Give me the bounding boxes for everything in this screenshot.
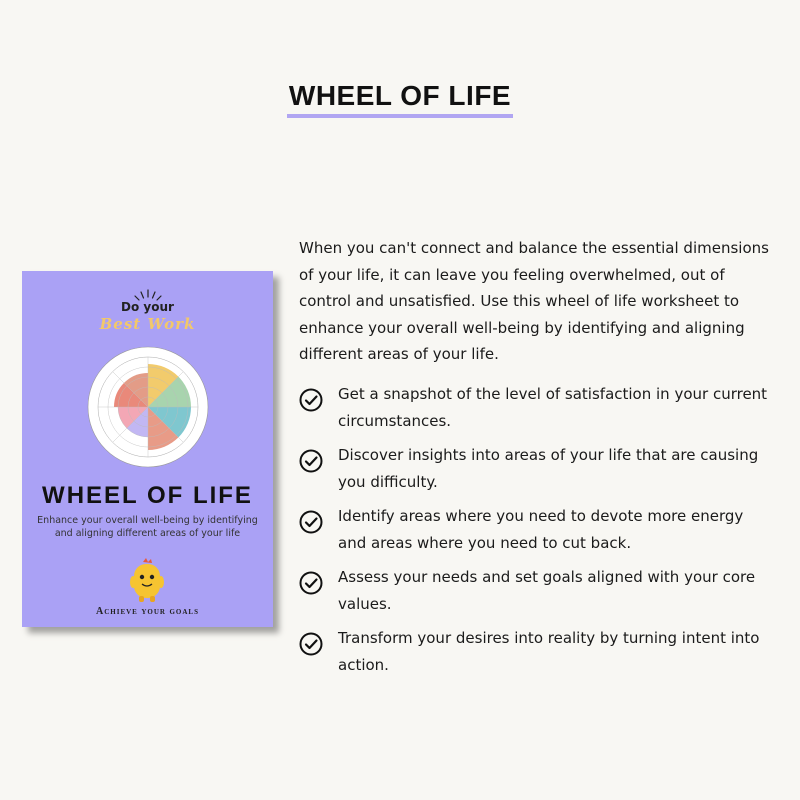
benefit-list [299,381,769,686]
check-circle-icon [299,632,323,656]
list-item [299,564,769,617]
cover-subtitle: Enhance your overall well-being by identifying and aligning different areas of your life [37,515,258,539]
list-item [299,625,769,678]
intro-paragraph: When you can't connect and balance the essential dimensions of your life, it can leave you feeling overwhelmed, out of control and unsatisfied. Use this wheel of life worksheet to enhance your overall well-being by identifying and aligning different areas of your life. [299,239,769,363]
check-circle-icon [299,571,323,595]
list-item-text: Identify areas where you need to devote more energy and areas where you need to cut back. [338,507,744,552]
cover-script-text: Best Work [99,315,196,333]
cover-top-text: Do your [121,300,174,314]
cover-footer: Achieve your goals [96,606,199,617]
check-circle-icon [299,510,323,534]
yellow-monster-icon [129,558,165,604]
list-item-text: Assess your needs and set goals aligned with your core values. [338,568,756,613]
check-circle-icon [299,388,323,412]
page-title: WHEEL OF LIFE [287,80,513,118]
list-item-text: Transform your desires into reality by turning intent into action. [338,629,760,674]
list-item-text: Discover insights into areas of your life that are causing you difficulty. [338,446,759,491]
cover-title: WHEEL OF LIFE [42,482,253,509]
list-item-text: Get a snapshot of the level of satisfaction in your current circumstances. [338,385,768,430]
check-circle-icon [299,449,323,473]
page-header [0,80,800,118]
list-item [299,503,769,556]
list-item [299,442,769,495]
wheel-of-life-chart [78,342,218,472]
list-item [299,381,769,434]
